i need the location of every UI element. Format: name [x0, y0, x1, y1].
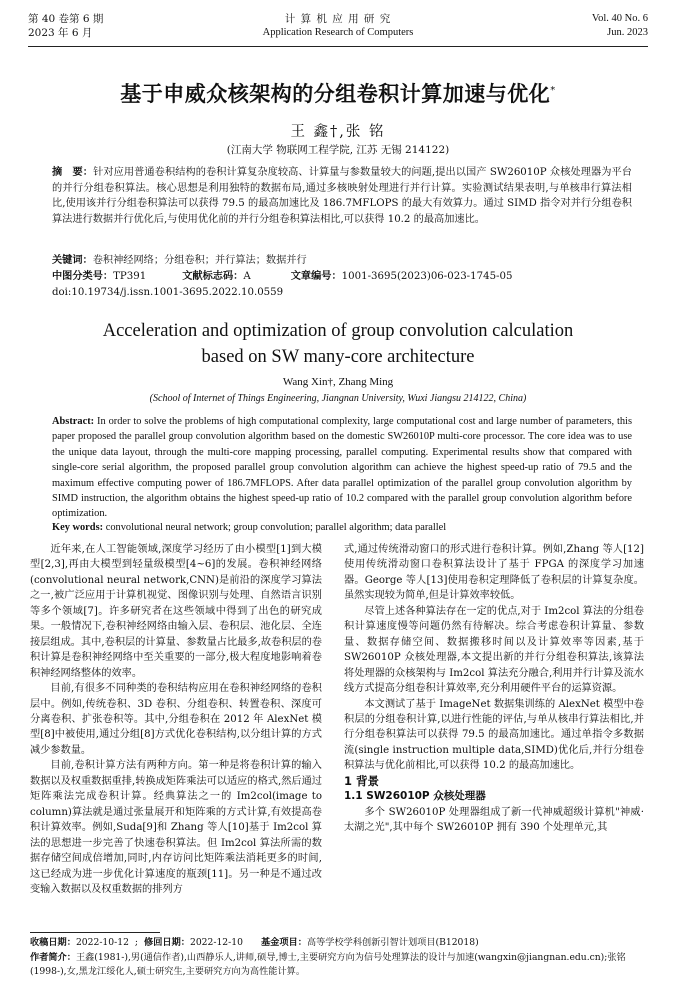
classification-line [52, 269, 632, 285]
header-volume-en: Vol. 40 No. 6 [591, 13, 648, 24]
class-no-value: TP391 [113, 271, 147, 282]
body-paragraph: 式,通过传统滑动窗口的形式进行卷积计算。例如,Zhang 等人[12]使用传统滑动窗口卷积算法设计了基于 FPGA 的深度学习加速器。George 等人[13]使用卷积定理降低了卷积层的计算复杂度。虽然实现较为简单,但是计算效率较低。 [344, 544, 644, 602]
header-volume: 第 40 卷第 6 期 [28, 13, 104, 25]
title-fund-mark: * [550, 85, 556, 96]
abstract-en-text: In order to solve the problems of high computational complexity, large computational cost and large number of parameters, this paper proposed the parallel group convolution algorithm based on the domestic SW26010P multi-core processor. The core idea was to use the unique data layout, through the multi-core mapping processing, parallel computing. Experimental results show that compared with single-core serial algorithm, the proposed parallel group convolution algorithm can achieve the highest speed-up ratio of 79.5 and the maximum effective computing power of 186.7MFLOPS. After data parallel optimization of the parallel group convolution algorithm by SIMD instruction, the algorithm obtains the highest speed-up ratio of 10.2 compared with the parallel group convolution algorithm before optimization. [52, 416, 632, 520]
bio-text: 王鑫(1981-),男(通信作者),山西静乐人,讲师,硕导,博士,主要研究方向为信号处理算法的设计与加速(wangxin@jiangnan.edu.cn);张铭(1998-),女,黑龙江绥化人,硕士研究生,主要研究方向为高性能计算。 [30, 951, 626, 978]
body-paragraph: 本文测试了基于 ImageNet 数据集训练的 AlexNet 模型中卷积层的分组卷积计算,以进行性能的评估,与单从核串行算法相比,并行分组卷积算法可以获得 79.5 的最高加速比。通过单指令多数据流(single instruction multiple data,SIMD)优化后,并行分组卷积算法与优化前相比,可以获得 10.2 的最高加速比。 [344, 698, 644, 772]
body-column-right [344, 542, 644, 836]
doi-line[interactable]: doi:10.19734/j.issn.1001-3695.2022.10.0559 [52, 287, 284, 298]
keywords-en [52, 520, 632, 535]
title-en-line2: based on SW many-core architecture [201, 347, 475, 367]
body-paragraph: 多个 SW26010P 处理器组成了新一代神威超级计算机"神威·太湖之光",其中每个 SW26010P 拥有 390 个处理单元,其 [344, 806, 644, 834]
received-label: 收稿日期： [30, 937, 76, 948]
fund-label: 基金项目： [260, 937, 307, 948]
header-date: 2023 年 6 月 [28, 27, 93, 39]
header-journal-cn: 计 算 机 应 用 研 究 [284, 13, 392, 25]
keywords-en-text: convolutional neural network; group convolution; parallel algorithm; data parallel [105, 522, 447, 533]
keywords-cn-text: 卷积神经网络；分组卷积；并行算法；数据并行 [92, 255, 307, 266]
header-rule [28, 46, 648, 47]
header-journal-en: Application Research of Computers [262, 27, 414, 38]
abstract-en-label: Abstract: [52, 416, 95, 427]
title-cn [20, 78, 656, 108]
body-paragraph: 目前,有很多不同种类的卷积结构应用在卷积神经网络的卷积层中。例如,传统卷积、3D 卷积、分组卷积、转置卷积、深度可分离卷积、扩张卷积等。其中,分组卷积在 2012 年 AlexNet 模型[8]中被使用,通过分组[8]方式优化卷积结构,以分组计算的方式减少参数量。 [30, 683, 322, 756]
revised-label: 修回日期： [144, 937, 190, 948]
article-no-label: 文章编号： [290, 271, 342, 282]
affiliation-en: (School of Internet of Things Engineering, Jiangnan University, Wuxi Jiangsu 214122, China) [149, 393, 527, 404]
footnote-dates: 收稿日期：2022-10-12 ; 修回日期：2022-12-10 基金项目：高等学校学科创新引智计划项目(B12018) [30, 937, 479, 948]
body-paragraph: 近年来,在人工智能领域,深度学习经历了由小模型[1]到大模型[2,3],再由大模型到轻量级模型[4~6]的发展。卷积神经网络(convolutional neural network,CNN)是前沿的深度学习算法之一,被广泛应用于计算机视觉、图像识别与处理、自然语言识别等多个领域[7]。许多研究者在这些领域中得到了出色的研究成果。一般情况下,卷积神经网络由输入层、卷积层、池化层、全连接层组成。其中,卷积层的计算量、参数量占比最多,故卷积层的卷积计算是卷积神经网络中至关重要的一部分,极大程度地影响着卷积神经网络整体的效率。 [30, 544, 322, 679]
abstract-en [52, 414, 632, 522]
header-center [28, 12, 648, 40]
keywords-cn-label: 关键词： [52, 255, 93, 266]
fund-text: 高等学校学科创新引智计划项目(B12018) [306, 937, 479, 948]
affiliation-cn: (江南大学 物联网工程学院, 江苏 无锡 214122) [226, 144, 450, 156]
footnote-bio [30, 951, 636, 980]
abstract-cn-label: 摘 要： [52, 167, 94, 178]
running-header [28, 12, 648, 42]
footnote [30, 936, 636, 980]
header-date-en: Jun. 2023 [607, 27, 648, 38]
footnote-rule [30, 932, 160, 933]
title-en [40, 318, 636, 370]
abstract-cn-text: 针对应用普通卷积结构的卷积计算复杂度较高、计算量与参数量较大的问题,提出以国产 SW26010P 众核处理器为平台的并行分组卷积算法。核心思想是利用独特的数据布局,通过多核映射处理进行并行计算。实验测试结果表明,与单核串行算法相比,使用该并行分组卷积算法可以获得 79.5 的最高加速比及 186.7MFLOPS 的最大有效算力。通过 SIMD 指令对并行分组卷积算法进行数据并行优化后,与使用优化前的并行分组卷积算法相比,可以获得 10.2 的最高加速比。 [52, 167, 632, 225]
abstract-cn [52, 165, 632, 227]
revised-date: 2022-12-10 [189, 937, 243, 948]
section-heading: 1 背景 [344, 773, 380, 788]
body-column-left [30, 542, 322, 897]
keywords-en-label: Key words: [52, 522, 104, 533]
authors-en: Wang Xin†, Zhang Ming [282, 376, 394, 388]
title-en-line1: Acceleration and optimization of group convolution calculation [102, 321, 574, 341]
title-cn-text: 基于申威众核架构的分组卷积计算加速与优化 [120, 82, 551, 106]
authors-cn: 王 鑫†,张 铭 [290, 124, 386, 140]
doc-code-value: A [243, 271, 251, 282]
class-no-label: 中图分类号： [52, 271, 114, 282]
body-paragraph: 尽管上述各种算法存在一定的优点,对于 Im2col 算法的分组卷积计算速度慢等问题仍然有待解决。综合考虑卷积计算量、参数量、数据存储空间、数据搬移时间以及计算效率等因素,基于 SW26010P 众核处理器,本文提出新的并行分组卷积算法,该算法将处理器的众核架构与 Im2col 算法充分融合,利用并行计算及流水线方式提高分组卷积计算效率,充分利用硬件平台的运算资源。 [344, 605, 644, 695]
bio-label: 作者简介： [30, 951, 76, 963]
article-no-value: 1001-3695(2023)06-023-1745-05 [341, 271, 513, 282]
subsection-heading: 1.1 SW26010P 众核处理器 [344, 790, 486, 803]
header-right [592, 12, 648, 40]
received-date: 2022-10-12 [75, 937, 129, 948]
keywords-cn [52, 253, 632, 269]
body-paragraph: 目前,卷积计算方法有两种方向。第一种是将卷积计算的输入数据以及权重数据重排,转换成矩阵乘法可以适应的格式,然后通过矩阵乘法完成卷积计算。经典算法之一的 Im2col(image to column)算法就是通过张量展开和矩阵乘的方式计算,有效提高卷积计算效率。例如,Suda[9]和 Zhang 等人[10]基于 Im2col 算法的思想进一步完善了快速卷积算法。但 Im2col 算法所需的数据存储空间成倍增加,同时,内存访问比矩阵乘法消耗更多的时间,这已经成为进一步优化计算速度的瓶颈[11]。另一种是不通过改变输入数据以及权重数据的排列方 [30, 760, 322, 895]
doc-code-label: 文献标志码： [182, 271, 244, 282]
